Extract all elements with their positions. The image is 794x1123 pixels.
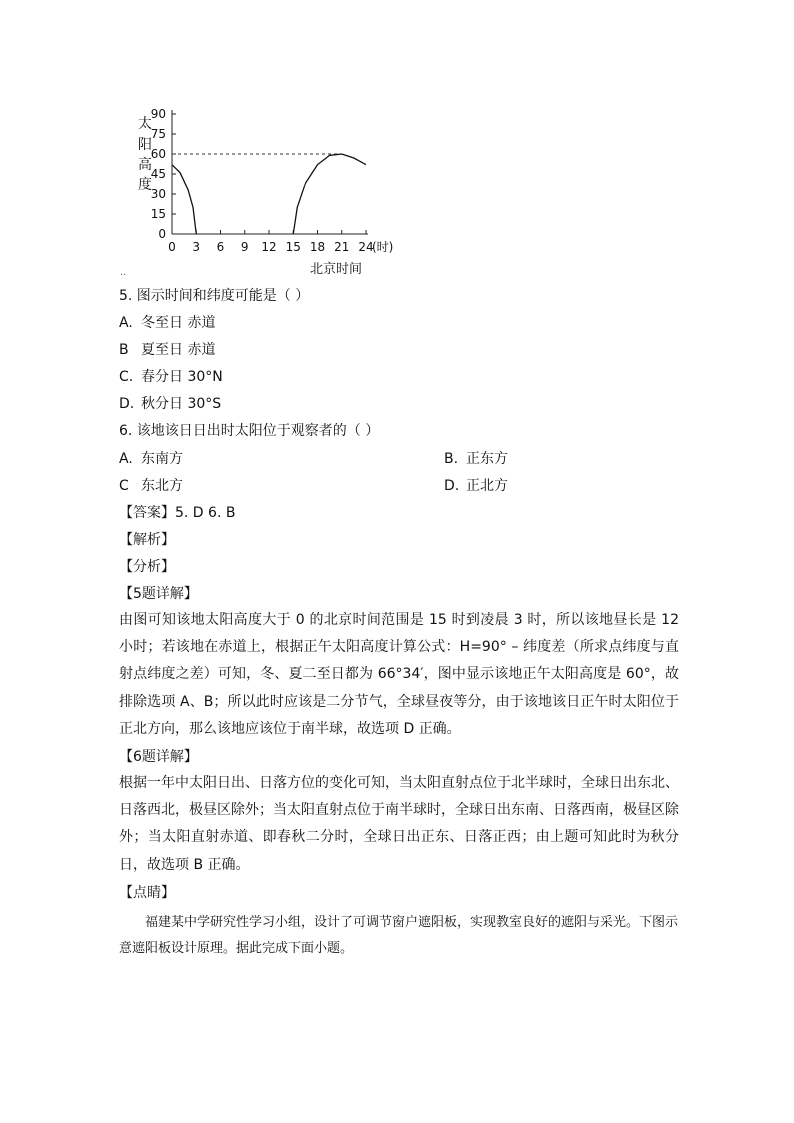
q6-detail-text: 根据一年中太阳日出、日落方位的变化可知，当太阳直射点位于北半球时，全球日出东北、日落西北，极昼区除外；当太阳直射点位于南半球时，全球日出东南、日落西南，极昼区除外；当太阳直射赤道、即春秋二分时，全球日出正东、日落正西；由上题可知此时为秋分日，故选项 B 正确。 (119, 775, 679, 873)
option-letter: C (119, 478, 129, 494)
option-text: 正北方 (466, 478, 508, 494)
y-tick-label: 15 (150, 207, 166, 221)
x-tick-label: 6 (216, 240, 225, 254)
q5-option-d[interactable] (119, 394, 221, 414)
separator-dots: ·· (120, 270, 127, 281)
next-question-intro: 福建某中学研究性学习小组，设计了可调节窗户遮阳板，实现教室良好的遮阳与采光。下图示意遮阳板设计原理。据此完成下面小题。 (119, 915, 679, 956)
fenxi-heading: 【分析】 (119, 559, 175, 575)
x-axis-label: 北京时间 (310, 262, 363, 277)
q6-option-a[interactable] (119, 451, 183, 467)
chart-plot (120, 100, 420, 260)
q5-stem: 5. 图示时间和纬度可能是（ ） (119, 288, 310, 304)
x-tick-label: 12 (261, 240, 277, 254)
option-letter: A. (119, 315, 133, 331)
jiexi-heading: 【解析】 (119, 532, 175, 548)
q6-option-b[interactable] (444, 449, 508, 469)
q6-stem: 6. 该地该日日出时太阳位于观察者的（ ） (119, 423, 380, 439)
answer-label: 【答案】 (119, 505, 175, 521)
option-letter: B (119, 342, 129, 358)
q6-options-row-2 (119, 476, 679, 496)
option-letter: C. (119, 369, 134, 385)
q5-option-a[interactable] (119, 313, 215, 333)
option-text: 东北方 (141, 478, 183, 494)
x-unit-label: (时) (372, 240, 394, 254)
q5-detail-heading: 【5题详解】 (119, 586, 198, 602)
q6-option-d[interactable] (444, 476, 508, 496)
x-tick-label: 3 (192, 240, 201, 254)
option-text: 东南方 (141, 451, 183, 467)
q6-detail-heading: 【6题详解】 (119, 749, 198, 765)
sun-altitude-chart (120, 100, 420, 280)
y-axis-label-char-3: 高 (138, 157, 152, 173)
y-tick-label: 30 (150, 187, 166, 201)
x-tick-label: 0 (168, 240, 176, 254)
option-letter: B. (444, 451, 459, 467)
option-text: 秋分日 30°S (141, 396, 222, 412)
y-axis-label-char-1: 太 (138, 116, 152, 132)
y-axis-label-char-2: 阳 (138, 137, 152, 153)
option-letter: D. (119, 396, 135, 412)
option-text: 春分日 30°N (141, 369, 223, 385)
dianjing-heading: 【点睛】 (119, 885, 175, 901)
y-axis-label-char-4: 度 (138, 177, 152, 193)
x-tick-label: 9 (240, 240, 249, 254)
y-tick-label: 0 (158, 227, 166, 241)
q5-detail-text: 由图可知该地太阳高度大于 0 的北京时间范围是 15 时到凌晨 3 时，所以该地昼长是 12 小时；若该地在赤道上，根据正午太阳高度计算公式：H=90° – 纬度差（所求点纬度与直射点纬度之差）可知，冬、夏二至日都为 66°34′，图中显示该地正午太阳高度是 60°，故排除选项 A、B；所以此时应该是二分节气，全球昼夜等分，由于该地该日正午时太阳位于正北方向，那么该地应该位于南半球，故选项 D 正确。 (119, 612, 679, 737)
answer-line (119, 503, 235, 523)
x-tick-label: 21 (334, 240, 350, 254)
option-letter: A. (119, 451, 133, 467)
option-letter: D. (444, 478, 460, 494)
y-tick-label: 60 (150, 147, 166, 161)
answer-text: 5. D 6. B (175, 505, 236, 521)
q5-option-c[interactable] (119, 367, 223, 387)
option-text: 夏至日 赤道 (141, 342, 216, 358)
q5-option-b[interactable] (119, 340, 215, 360)
y-tick-label: 75 (150, 127, 166, 141)
sun-altitude-curve-2 (293, 154, 366, 234)
x-tick-label: 15 (285, 240, 301, 254)
x-tick-label: 24 (358, 240, 374, 254)
q6-option-c[interactable] (119, 478, 183, 494)
y-tick-label: 45 (150, 167, 166, 181)
q6-options-row-1 (119, 449, 679, 469)
x-tick-label: 18 (309, 240, 326, 254)
y-tick-label: 90 (150, 107, 166, 121)
sun-altitude-curve-1 (172, 165, 196, 234)
option-text: 冬至日 赤道 (141, 315, 216, 331)
option-text: 正东方 (466, 451, 508, 467)
